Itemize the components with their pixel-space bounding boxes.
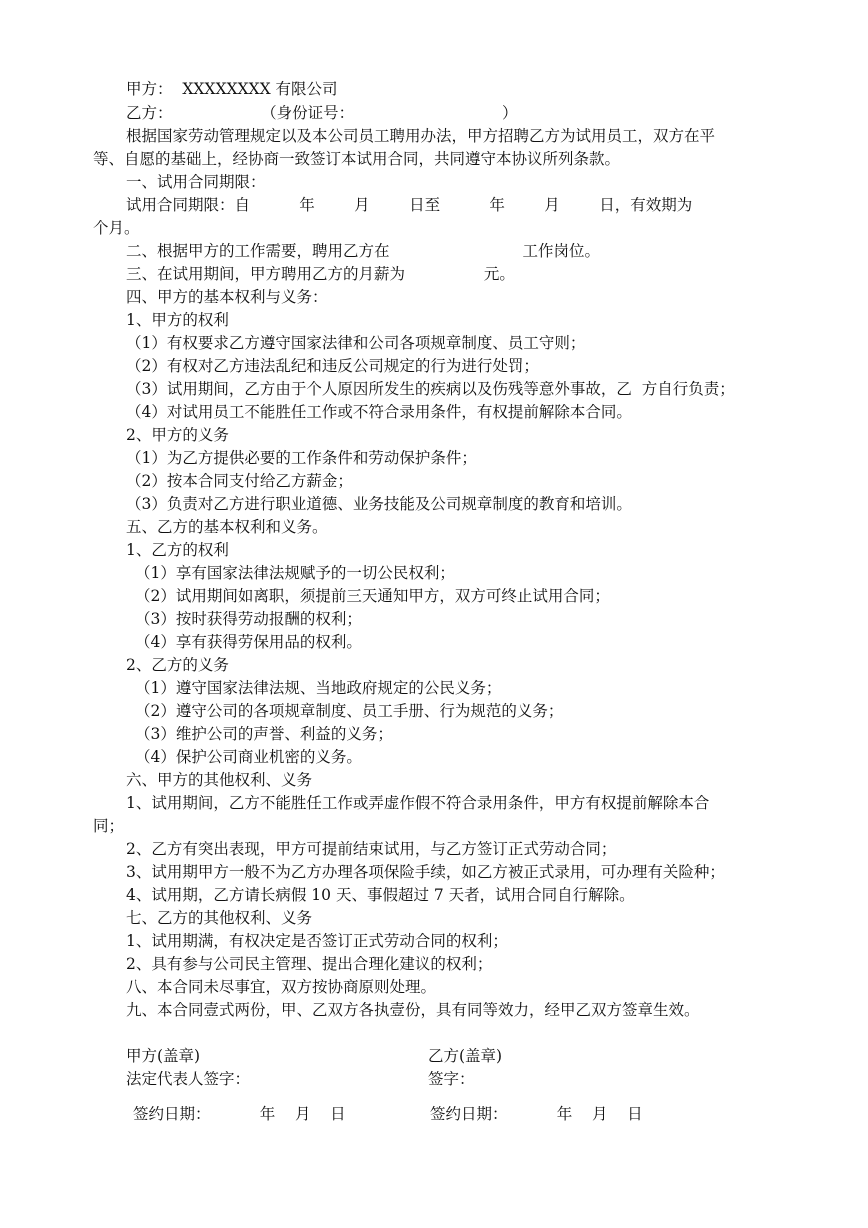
party-b-duty-4: （4）保护公司商业机密的义务。 xyxy=(135,748,362,766)
party-b-signature: 签字： xyxy=(428,1070,475,1088)
party-a-duty-1: （1）为乙方提供必要的工作条件和劳动保护条件； xyxy=(126,449,477,467)
party-a-rights-title: 1、甲方的权利 xyxy=(126,311,229,329)
section5-title: 五、乙方的基本权利和义务。 xyxy=(126,518,328,536)
section1-title: 一、试用合同期限： xyxy=(126,173,266,191)
party-b-right-4: （4）享有获得劳保用品的权利。 xyxy=(135,633,362,651)
party-a-sign-date: 签约日期： 年 月 日 xyxy=(133,1105,346,1123)
party-b-sign-date: 签约日期： 年 月 日 xyxy=(430,1105,643,1123)
party-a-duty-2: （2）按本合同支付给乙方薪金； xyxy=(126,472,353,490)
party-b-right-3: （3）按时获得劳动报酬的权利； xyxy=(135,610,362,628)
section3-line: 三、在试用期间，甲方聘用乙方的月薪为 元。 xyxy=(126,265,515,283)
section7-item2: 2、具有参与公司民主管理、提出合理化建议的权利； xyxy=(126,955,493,973)
party-a-seal: 甲方(盖章) xyxy=(126,1047,201,1065)
party-a-duty-3: （3）负责对乙方进行职业道德、业务技能及公司规章制度的教育和培训。 xyxy=(126,495,632,513)
section6-item1-line1: 1、试用期间，乙方不能胜任工作或弄虚作假不符合录用条件，甲方有权提前解除本合 xyxy=(126,794,710,812)
party-b-duty-3: （3）维护公司的声誉、利益的义务； xyxy=(135,725,393,743)
section9-line: 九、本合同壹式两份，甲、乙双方各执壹份，具有同等效力，经甲乙双方签章生效。 xyxy=(126,1001,700,1019)
section6-item1-line2: 同； xyxy=(93,817,125,835)
section4-title: 四、甲方的基本权利与义务： xyxy=(126,288,328,306)
intro-line-1: 根据国家劳动管理规定以及本公司员工聘用办法，甲方招聘乙方为试用员工，双方在平 xyxy=(126,127,716,145)
party-b-duties-title: 2、乙方的义务 xyxy=(126,656,229,674)
section2-line: 二、根据甲方的工作需要，聘用乙方在 工作岗位。 xyxy=(126,242,601,260)
party-a-right-3: （3）试用期间，乙方由于个人原因所发生的疾病以及伤残等意外事故，乙 方自行负责； xyxy=(126,380,735,398)
section1-line-1: 试用合同期限：自 年 月 日至 年 月 日，有效期为 xyxy=(126,196,693,214)
legal-rep-signature: 法定代表人签字： xyxy=(126,1070,251,1088)
section6-item2: 2、乙方有突出表现，甲方可提前结束试用，与乙方签订正式劳动合同； xyxy=(126,840,617,858)
section8-line: 八、本合同未尽事宜，双方按协商原则处理。 xyxy=(126,978,437,996)
party-b-rights-title: 1、乙方的权利 xyxy=(126,541,229,559)
section1-line-2: 个月。 xyxy=(93,219,140,237)
party-b-right-2: （2）试用期间如离职，须提前三天通知甲方，双方可终止试用合同； xyxy=(135,587,610,605)
party-a-right-2: （2）有权对乙方违法乱纪和违反公司规定的行为进行处罚； xyxy=(126,357,539,375)
intro-line-2: 等、自愿的基础上，经协商一致签订本试用合同，共同遵守本协议所列条款。 xyxy=(93,150,621,168)
section6-item3: 3、试用期甲方一般不为乙方办理各项保险手续，如乙方被正式录用，可办理有关险种； xyxy=(126,863,725,881)
party-b-line: 乙方： （身份证号： ） xyxy=(126,104,518,122)
party-a-line: 甲方： XXXXXXXX 有限公司 xyxy=(126,80,338,98)
section7-title: 七、乙方的其他权利、义务 xyxy=(126,909,313,927)
party-b-duty-1: （1）遵守国家法律法规、当地政府规定的公民义务； xyxy=(135,679,502,697)
party-b-right-1: （1）享有国家法律法规赋予的一切公民权利； xyxy=(135,564,455,582)
party-b-duty-2: （2）遵守公司的各项规章制度、员工手册、行为规范的义务； xyxy=(135,702,564,720)
party-b-seal: 乙方(盖章) xyxy=(428,1047,503,1065)
party-a-right-1: （1）有权要求乙方遵守国家法律和公司各项规章制度、员工守则； xyxy=(126,334,586,352)
party-a-duties-title: 2、甲方的义务 xyxy=(126,426,229,444)
party-a-right-4: （4）对试用员工不能胜任工作或不符合录用条件，有权提前解除本合同。 xyxy=(126,403,632,421)
section7-item1: 1、试用期满，有权决定是否签订正式劳动合同的权利； xyxy=(126,932,508,950)
section6-title: 六、甲方的其他权利、义务 xyxy=(126,771,313,789)
section6-item4: 4、试用期，乙方请长病假 10 天、事假超过 7 天者，试用合同自行解除。 xyxy=(126,886,635,904)
